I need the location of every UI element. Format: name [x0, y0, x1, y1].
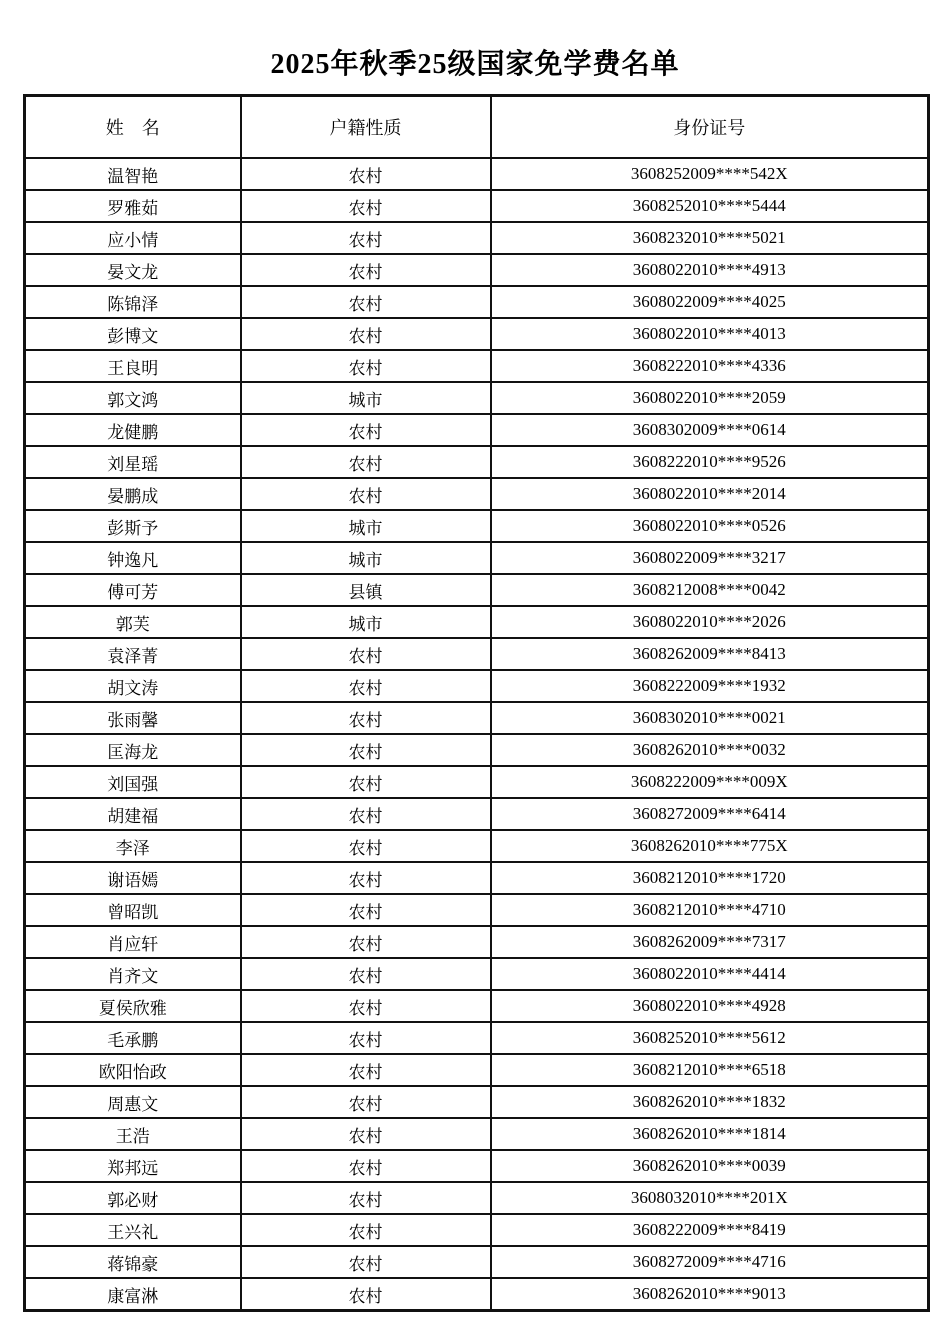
cell-hukou-type: 农村	[241, 1246, 491, 1278]
table-row	[25, 286, 929, 318]
cell-student-name: 郑邦远	[25, 1150, 241, 1182]
cell-id-number: 3608272009****6414	[491, 798, 929, 830]
column-header-id-number: 身份证号	[491, 96, 929, 159]
cell-student-name: 彭斯予	[25, 510, 241, 542]
cell-hukou-type: 农村	[241, 478, 491, 510]
table-row	[25, 638, 929, 670]
cell-id-number: 3608262010****1814	[491, 1118, 929, 1150]
table-row	[25, 766, 929, 798]
cell-hukou-type: 农村	[241, 990, 491, 1022]
cell-student-name: 王兴礼	[25, 1214, 241, 1246]
cell-hukou-type: 农村	[241, 222, 491, 254]
cell-student-name: 康富淋	[25, 1278, 241, 1311]
cell-id-number: 3608262010****0039	[491, 1150, 929, 1182]
table-row	[25, 446, 929, 478]
cell-student-name: 肖应轩	[25, 926, 241, 958]
cell-hukou-type: 农村	[241, 1182, 491, 1214]
cell-hukou-type: 农村	[241, 414, 491, 446]
cell-id-number: 3608232010****5021	[491, 222, 929, 254]
table-row	[25, 1246, 929, 1278]
table-header-row	[25, 96, 929, 159]
cell-id-number: 3608252009****542X	[491, 158, 929, 190]
cell-student-name: 郭芙	[25, 606, 241, 638]
table-row	[25, 1278, 929, 1311]
table-row	[25, 1182, 929, 1214]
table-row	[25, 1086, 929, 1118]
table-row	[25, 1214, 929, 1246]
cell-hukou-type: 农村	[241, 318, 491, 350]
table-row	[25, 190, 929, 222]
table-row	[25, 542, 929, 574]
cell-id-number: 3608032010****201X	[491, 1182, 929, 1214]
cell-id-number: 3608222010****9526	[491, 446, 929, 478]
cell-id-number: 3608222009****009X	[491, 766, 929, 798]
cell-student-name: 彭博文	[25, 318, 241, 350]
table-row	[25, 734, 929, 766]
cell-hukou-type: 农村	[241, 446, 491, 478]
cell-student-name: 袁泽菁	[25, 638, 241, 670]
cell-student-name: 傅可芳	[25, 574, 241, 606]
cell-id-number: 3608212010****6518	[491, 1054, 929, 1086]
cell-student-name: 王良明	[25, 350, 241, 382]
cell-student-name: 匡海龙	[25, 734, 241, 766]
table-row	[25, 862, 929, 894]
cell-id-number: 3608022009****4025	[491, 286, 929, 318]
table-row	[25, 222, 929, 254]
cell-student-name: 夏侯欣雅	[25, 990, 241, 1022]
table-row	[25, 382, 929, 414]
cell-hukou-type: 农村	[241, 158, 491, 190]
table-row	[25, 1150, 929, 1182]
cell-hukou-type: 农村	[241, 830, 491, 862]
cell-hukou-type: 农村	[241, 1278, 491, 1311]
cell-id-number: 3608022010****4013	[491, 318, 929, 350]
cell-hukou-type: 农村	[241, 894, 491, 926]
cell-student-name: 曾昭凯	[25, 894, 241, 926]
cell-id-number: 3608222010****4336	[491, 350, 929, 382]
cell-hukou-type: 农村	[241, 1086, 491, 1118]
cell-student-name: 晏文龙	[25, 254, 241, 286]
table-row	[25, 830, 929, 862]
table-row	[25, 894, 929, 926]
cell-student-name: 温智艳	[25, 158, 241, 190]
cell-id-number: 3608022010****0526	[491, 510, 929, 542]
cell-hukou-type: 农村	[241, 1150, 491, 1182]
cell-student-name: 王浩	[25, 1118, 241, 1150]
cell-id-number: 3608262009****7317	[491, 926, 929, 958]
column-header-name: 姓 名	[25, 96, 241, 159]
cell-student-name: 陈锦泽	[25, 286, 241, 318]
cell-hukou-type: 农村	[241, 1118, 491, 1150]
cell-id-number: 3608252010****5612	[491, 1022, 929, 1054]
cell-hukou-type: 城市	[241, 510, 491, 542]
cell-id-number: 3608022010****4414	[491, 958, 929, 990]
cell-student-name: 毛承鹏	[25, 1022, 241, 1054]
table-row	[25, 158, 929, 190]
cell-student-name: 应小情	[25, 222, 241, 254]
cell-student-name: 郭文鸿	[25, 382, 241, 414]
cell-hukou-type: 农村	[241, 286, 491, 318]
cell-student-name: 刘星瑶	[25, 446, 241, 478]
cell-id-number: 3608212008****0042	[491, 574, 929, 606]
cell-student-name: 罗雅茹	[25, 190, 241, 222]
cell-hukou-type: 农村	[241, 1214, 491, 1246]
cell-student-name: 龙健鹏	[25, 414, 241, 446]
cell-hukou-type: 农村	[241, 1054, 491, 1086]
cell-student-name: 李泽	[25, 830, 241, 862]
cell-id-number: 3608262010****1832	[491, 1086, 929, 1118]
cell-student-name: 谢语嫣	[25, 862, 241, 894]
page-title: 2025年秋季25级国家免学费名单	[270, 49, 680, 80]
cell-id-number: 3608262010****9013	[491, 1278, 929, 1311]
cell-student-name: 张雨馨	[25, 702, 241, 734]
cell-hukou-type: 城市	[241, 382, 491, 414]
cell-student-name: 蒋锦豪	[25, 1246, 241, 1278]
cell-id-number: 3608262009****8413	[491, 638, 929, 670]
cell-hukou-type: 农村	[241, 1022, 491, 1054]
table-row	[25, 1022, 929, 1054]
cell-id-number: 3608222009****1932	[491, 670, 929, 702]
cell-student-name: 钟逸凡	[25, 542, 241, 574]
cell-id-number: 3608302010****0021	[491, 702, 929, 734]
cell-student-name: 刘国强	[25, 766, 241, 798]
table-row	[25, 510, 929, 542]
cell-student-name: 胡建福	[25, 798, 241, 830]
table-row	[25, 926, 929, 958]
table-row	[25, 702, 929, 734]
cell-id-number: 3608262010****775X	[491, 830, 929, 862]
cell-hukou-type: 农村	[241, 734, 491, 766]
cell-id-number: 3608212010****1720	[491, 862, 929, 894]
cell-hukou-type: 城市	[241, 606, 491, 638]
table-row	[25, 414, 929, 446]
cell-hukou-type: 农村	[241, 702, 491, 734]
tuition-free-roster-table	[23, 94, 930, 1312]
cell-id-number: 3608212010****4710	[491, 894, 929, 926]
cell-id-number: 3608022010****4928	[491, 990, 929, 1022]
cell-hukou-type: 农村	[241, 670, 491, 702]
cell-id-number: 3608022010****2059	[491, 382, 929, 414]
cell-id-number: 3608022010****4913	[491, 254, 929, 286]
cell-hukou-type: 县镇	[241, 574, 491, 606]
cell-hukou-type: 农村	[241, 958, 491, 990]
cell-student-name: 郭必财	[25, 1182, 241, 1214]
table-row	[25, 1118, 929, 1150]
cell-id-number: 3608252010****5444	[491, 190, 929, 222]
cell-id-number: 3608272009****4716	[491, 1246, 929, 1278]
cell-hukou-type: 农村	[241, 798, 491, 830]
table-row	[25, 350, 929, 382]
cell-hukou-type: 农村	[241, 766, 491, 798]
cell-id-number: 3608222009****8419	[491, 1214, 929, 1246]
cell-hukou-type: 城市	[241, 542, 491, 574]
table-row	[25, 478, 929, 510]
table-row	[25, 1054, 929, 1086]
column-header-hukou-type: 户籍性质	[241, 96, 491, 159]
cell-id-number: 3608022010****2026	[491, 606, 929, 638]
table-body	[25, 158, 929, 1311]
table-row	[25, 606, 929, 638]
table-row	[25, 958, 929, 990]
table-row	[25, 318, 929, 350]
cell-hukou-type: 农村	[241, 926, 491, 958]
table-row	[25, 798, 929, 830]
cell-hukou-type: 农村	[241, 254, 491, 286]
cell-id-number: 3608022009****3217	[491, 542, 929, 574]
cell-student-name: 胡文涛	[25, 670, 241, 702]
cell-student-name: 欧阳怡政	[25, 1054, 241, 1086]
cell-student-name: 肖齐文	[25, 958, 241, 990]
cell-hukou-type: 农村	[241, 638, 491, 670]
table-row	[25, 670, 929, 702]
cell-id-number: 3608022010****2014	[491, 478, 929, 510]
cell-id-number: 3608262010****0032	[491, 734, 929, 766]
table-row	[25, 574, 929, 606]
table-row	[25, 254, 929, 286]
table-row	[25, 990, 929, 1022]
cell-hukou-type: 农村	[241, 862, 491, 894]
cell-hukou-type: 农村	[241, 190, 491, 222]
cell-student-name: 晏鹏成	[25, 478, 241, 510]
cell-id-number: 3608302009****0614	[491, 414, 929, 446]
cell-student-name: 周惠文	[25, 1086, 241, 1118]
cell-hukou-type: 农村	[241, 350, 491, 382]
